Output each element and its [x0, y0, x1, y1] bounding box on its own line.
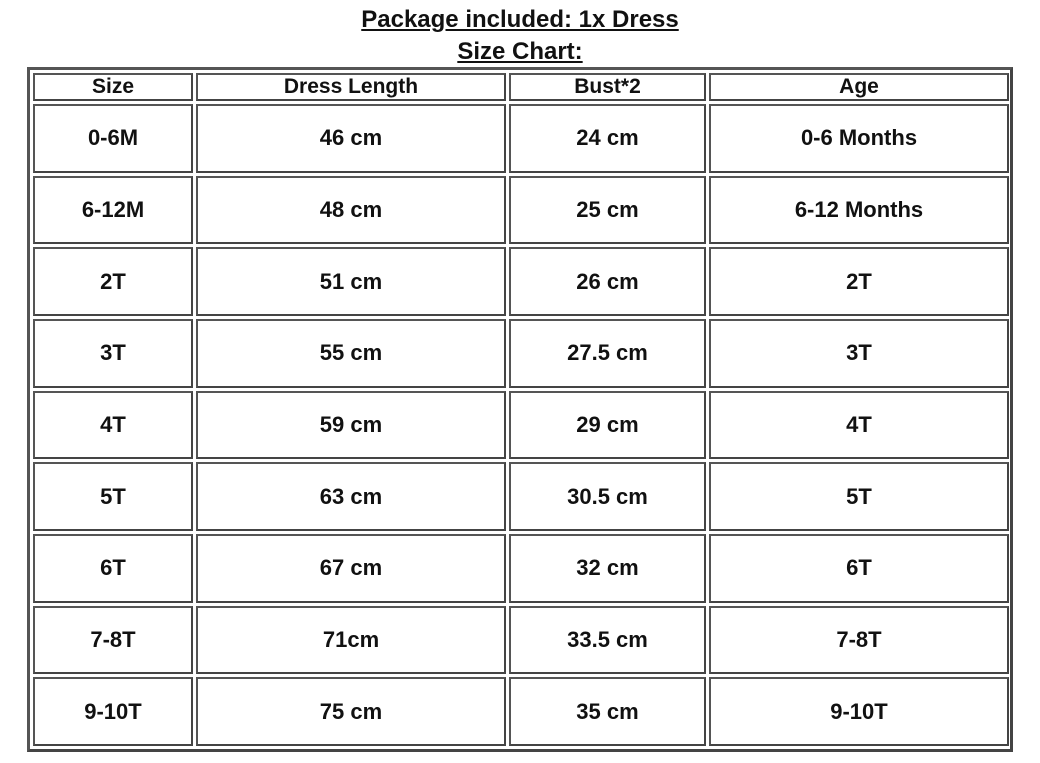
cell-bust: 35 cm: [509, 677, 706, 746]
package-included-line: Package included: 1x Dress: [361, 6, 679, 33]
table-row: [33, 534, 1009, 603]
cell-size: 9-10T: [33, 677, 193, 746]
cell-dress-length: 55 cm: [196, 319, 506, 388]
cell-size: 6-12M: [33, 176, 193, 245]
cell-dress-length: 63 cm: [196, 462, 506, 531]
cell-size: 7-8T: [33, 606, 193, 675]
cell-dress-length: 59 cm: [196, 391, 506, 460]
table-row: [33, 319, 1009, 388]
column-header-dress-length: Dress Length: [196, 73, 506, 101]
table-header-row: [33, 73, 1009, 101]
cell-dress-length: 75 cm: [196, 677, 506, 746]
cell-dress-length: 67 cm: [196, 534, 506, 603]
cell-bust: 32 cm: [509, 534, 706, 603]
cell-dress-length: 46 cm: [196, 104, 506, 173]
cell-size: 2T: [33, 247, 193, 316]
column-header-size: Size: [33, 73, 193, 101]
cell-bust: 33.5 cm: [509, 606, 706, 675]
cell-bust: 25 cm: [509, 176, 706, 245]
cell-bust: 30.5 cm: [509, 462, 706, 531]
table-row: [33, 462, 1009, 531]
size-chart-table: [30, 70, 1012, 749]
cell-dress-length: 48 cm: [196, 176, 506, 245]
cell-age: 6T: [709, 534, 1009, 603]
cell-dress-length: 51 cm: [196, 247, 506, 316]
cell-bust: 24 cm: [509, 104, 706, 173]
cell-size: 5T: [33, 462, 193, 531]
table-row: [33, 247, 1009, 316]
cell-age: 5T: [709, 462, 1009, 531]
cell-age: 7-8T: [709, 606, 1009, 675]
cell-bust: 29 cm: [509, 391, 706, 460]
cell-age: 0-6 Months: [709, 104, 1009, 173]
cell-size: 4T: [33, 391, 193, 460]
cell-size: 6T: [33, 534, 193, 603]
cell-size: 3T: [33, 319, 193, 388]
cell-age: 4T: [709, 391, 1009, 460]
cell-age: 2T: [709, 247, 1009, 316]
size-chart-title: Size Chart:: [457, 38, 583, 65]
table-row: [33, 677, 1009, 746]
table-row: [33, 104, 1009, 173]
size-chart-table-frame: [27, 67, 1013, 752]
column-header-bust: Bust*2: [509, 73, 706, 101]
table-row: [33, 391, 1009, 460]
cell-age: 3T: [709, 319, 1009, 388]
table-row: [33, 606, 1009, 675]
cell-age: 6-12 Months: [709, 176, 1009, 245]
cell-size: 0-6M: [33, 104, 193, 173]
title-block: [0, 4, 1040, 68]
cell-bust: 26 cm: [509, 247, 706, 316]
cell-dress-length: 71cm: [196, 606, 506, 675]
table-row: [33, 176, 1009, 245]
cell-bust: 27.5 cm: [509, 319, 706, 388]
cell-age: 9-10T: [709, 677, 1009, 746]
column-header-age: Age: [709, 73, 1009, 101]
